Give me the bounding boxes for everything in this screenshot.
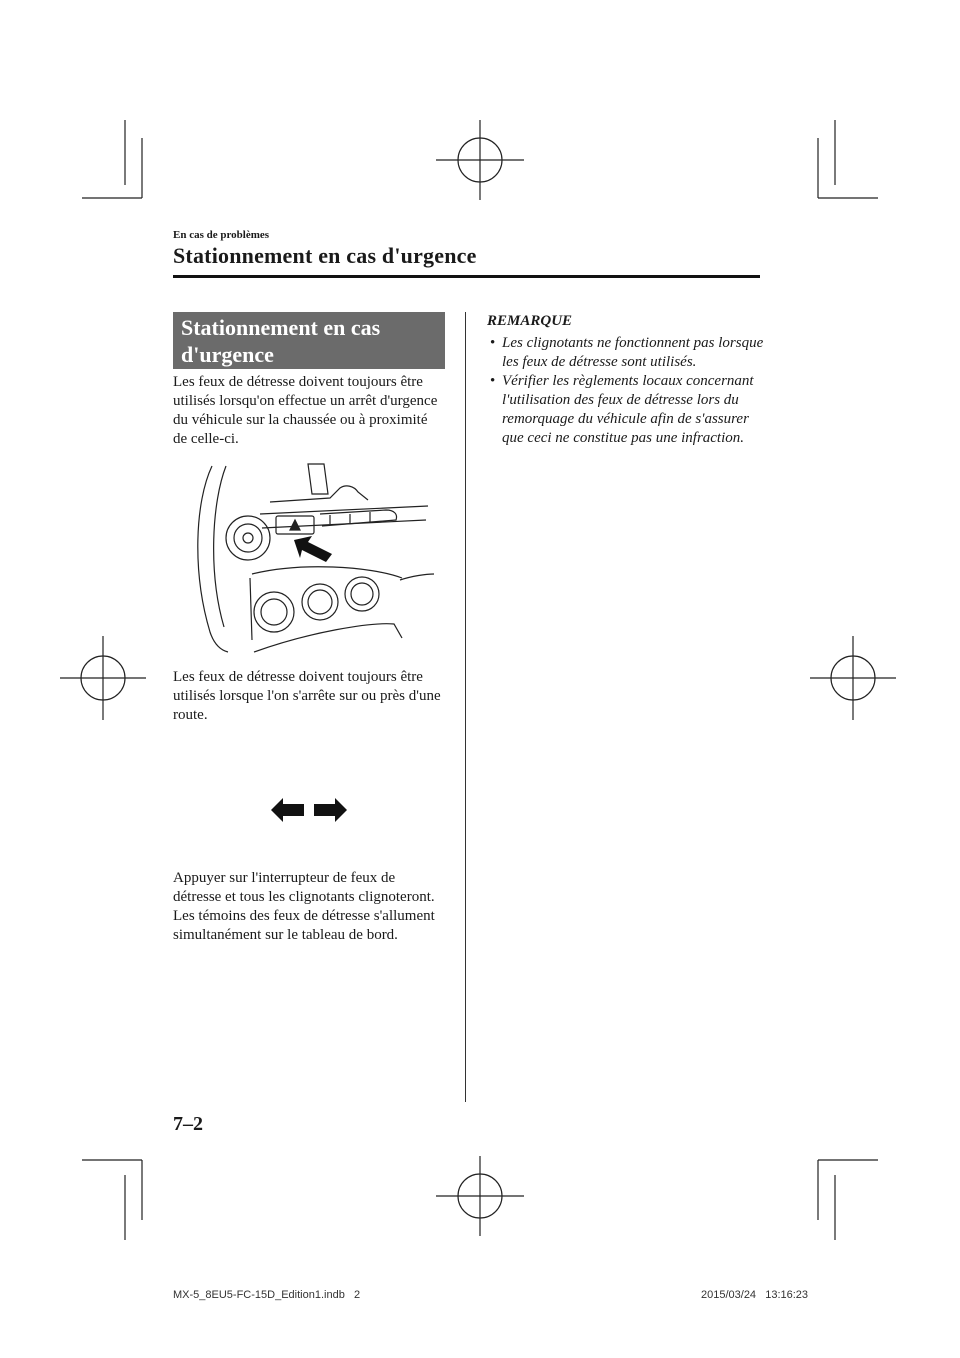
turn-signal-arrows-icon	[271, 797, 347, 823]
note-heading: REMARQUE	[487, 313, 573, 329]
hazard-usage-paragraph: Les feux de détresse doivent toujours être utilisés lorsque l'on s'arrête sur ou près d'une route.	[173, 669, 441, 723]
note-item-text: Vérifier les règlements locaux concernant l'utilisation des feux de détresse lors du remorquage du véhicule afin de s'assurer que ceci ne constitue pas une infraction.	[502, 373, 754, 446]
hazard-switch-illustration	[190, 462, 440, 654]
section-heading-line-2: d'urgence	[181, 342, 274, 367]
note-list	[487, 334, 767, 448]
page-number: 7–2	[173, 1113, 203, 1135]
note-item	[487, 334, 767, 372]
section-heading	[173, 312, 445, 369]
section-heading-line-1: Stationnement en cas	[181, 315, 381, 340]
note-item	[487, 372, 767, 448]
column-divider	[465, 312, 466, 1102]
print-file-name: MX-5_8EU5-FC-15D_Edition1.indb 2	[173, 1289, 361, 1301]
print-timestamp: 2015/03/24 13:16:23	[701, 1289, 809, 1301]
note-item-text: Les clignotants ne fonctionnent pas lorsque les feux de détresse sont utilisés.	[502, 335, 764, 370]
hazard-switch-paragraph: Appuyer sur l'interrupteur de feux de détresse et tous les clignotants clignoteront. Les témoins des feux de détresse s'allument simultanément sur le tableau de bord.	[173, 870, 435, 943]
title-rule	[173, 275, 760, 278]
bullet-icon: •	[490, 373, 496, 389]
bullet-icon: •	[490, 335, 496, 351]
page-title: Stationnement en cas d'urgence	[173, 243, 477, 268]
section-label: En cas de problèmes	[173, 229, 270, 241]
intro-paragraph: Les feux de détresse doivent toujours être utilisés lorsqu'on effectue un arrêt d'urgence du véhicule sur la chaussée ou à proximité de celle-ci.	[173, 374, 438, 447]
